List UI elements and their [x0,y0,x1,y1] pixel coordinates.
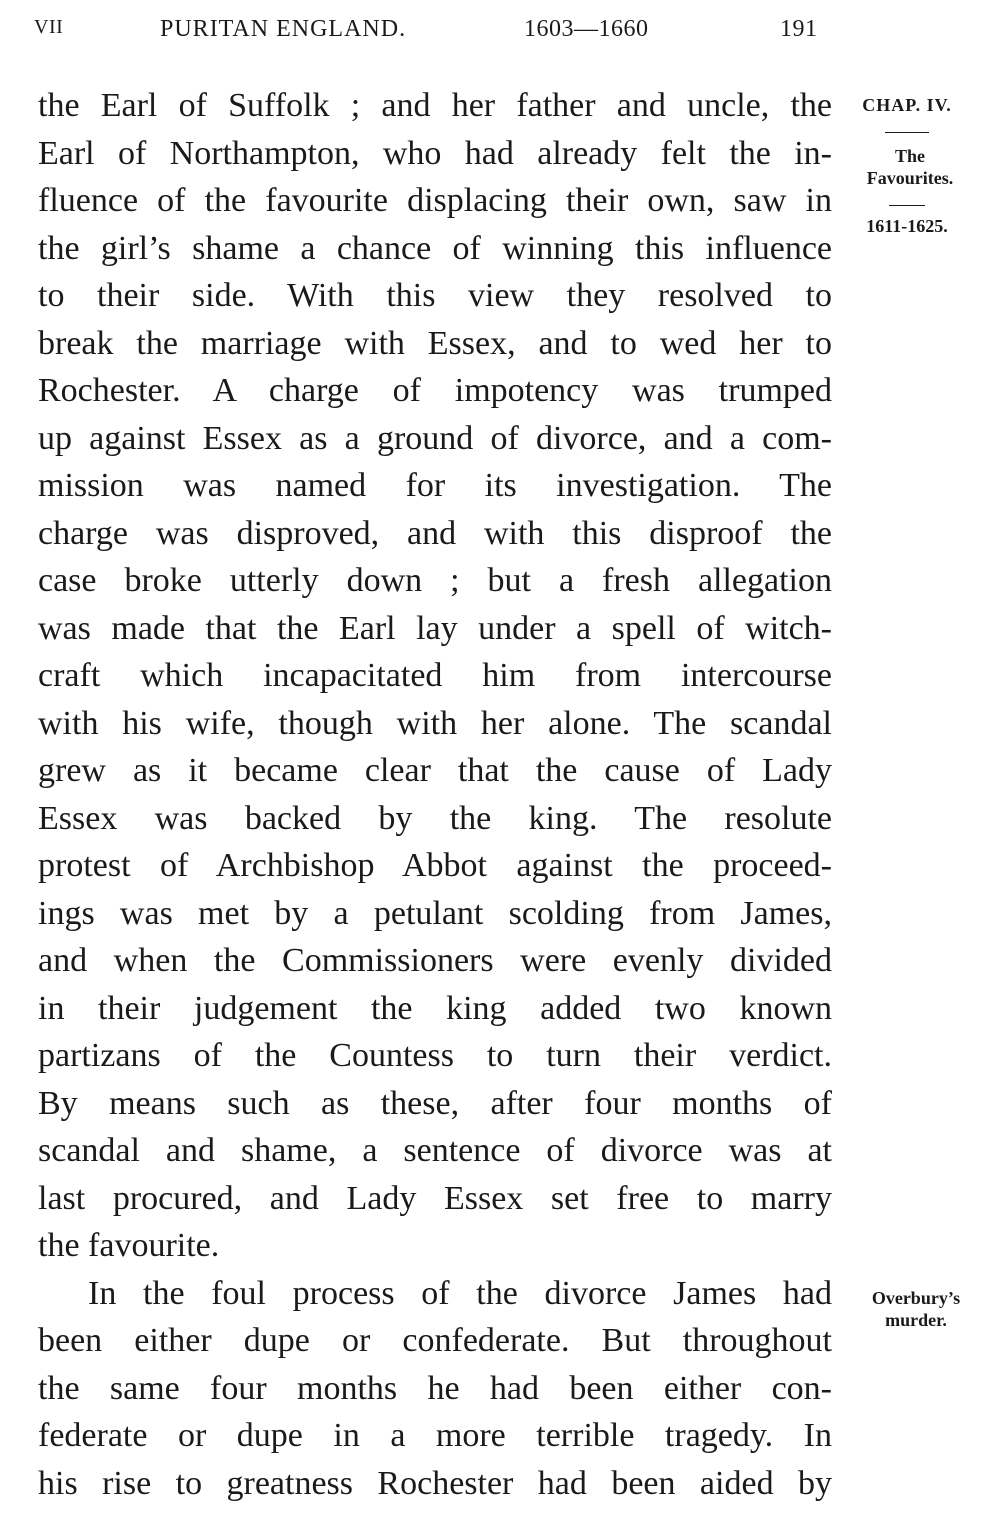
text-line: case broke utterly down ; but a fresh allegation [38,562,832,599]
text-line: craft which incapacitated him from intercourse [38,657,832,694]
text-line: with his wife, though with her alone. The scandal [38,704,832,742]
text-line: protest of Archbishop Abbot against the proceed- [38,847,832,884]
text-line: charge was disproved, and with this disproof the [38,514,832,552]
header-dates: 1603—1660 [524,16,649,42]
text-line: the favourite. [38,1227,220,1264]
margin-note-section-title [842,145,978,189]
text-line: the Earl of Suffolk ; and her father and uncle, the [38,87,832,124]
running-header [34,12,834,52]
margin-note-overbury [852,1287,980,1331]
text-line: the girl’s shame a chance of winning this influence [38,229,832,267]
header-chapter-numeral: VII [34,16,64,38]
text-line: break the marriage with Essex, and to wed her to [38,324,832,362]
body-text [38,82,832,1507]
text-line: Earl of Northampton, who had already felt the in- [38,134,832,172]
text-line: By means such as these, after four months of [38,1084,832,1122]
text-line: been either dupe or confederate. But throughout [38,1322,832,1359]
margin-note-section-title-line-1: The [894,146,925,166]
text-line: to their side. With this view they resolved to [38,277,832,314]
page-number: 191 [780,16,818,42]
margin-note-dates: 1611-1625. [866,216,948,236]
text-line: the same four months he had been either con- [38,1369,832,1407]
header-title: PURITAN ENGLAND. [160,16,407,42]
margin-note-overbury-line-1: Overbury’s [871,1288,961,1308]
text-line: federate or dupe in a more terrible tragedy. In [38,1417,832,1454]
text-line: Essex was backed by the king. The resolute [38,799,832,837]
text-line: Rochester. A charge of impotency was trumped [38,372,832,409]
text-line: fluence of the favourite displacing their own, saw in [38,182,832,219]
margin-note-chapter: CHAP. IV. [862,95,952,115]
text-line: and when the Commissioners were evenly divided [38,942,832,979]
margin-note-overbury-line-2: murder. [885,1310,947,1330]
text-line: In the foul process of the divorce James had [88,1274,832,1312]
text-line: grew as it became clear that the cause of Lady [38,752,832,789]
text-line: mission was named for its investigation. The [38,467,832,504]
text-line: up against Essex as a ground of divorce, and a com- [38,419,832,457]
text-line: his rise to greatness Rochester had been aided by [38,1464,832,1502]
margin-note-section-title-line-2: Favourites. [866,168,954,188]
text-line: last procured, and Lady Essex set free to marry [38,1179,832,1217]
text-line: was made that the Earl lay under a spell of witch- [38,609,832,647]
text-line: in their judgement the king added two known [38,989,832,1027]
text-line: ings was met by a petulant scolding from James, [38,894,832,932]
text-line: partizans of the Countess to turn their verdict. [38,1037,832,1074]
margin-rule [885,132,929,133]
text-line: scandal and shame, a sentence of divorce was at [38,1132,832,1169]
margin-rule [889,205,925,206]
